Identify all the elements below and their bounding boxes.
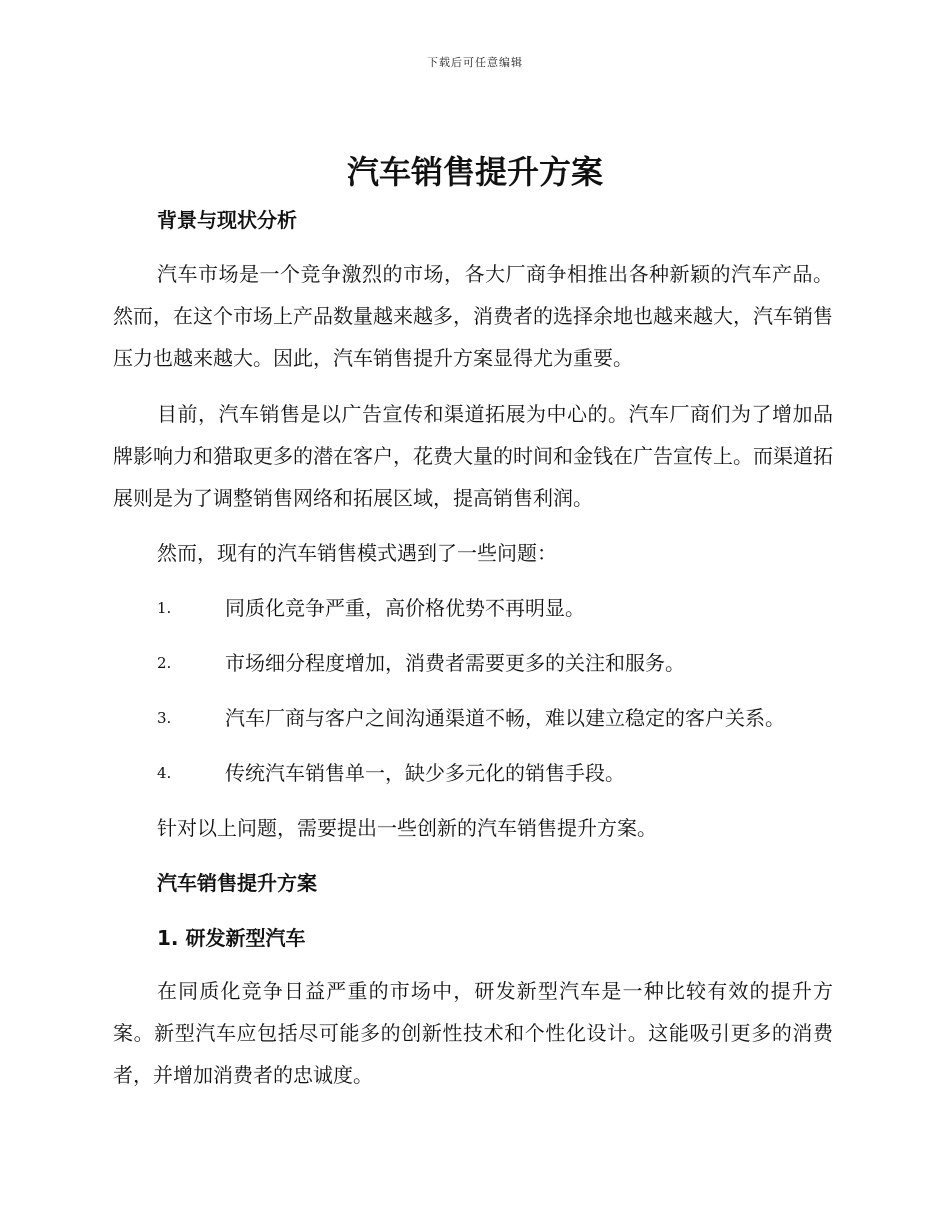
subsection-heading-new-cars: 1. 研发新型汽车	[157, 926, 306, 950]
list-text: 汽车厂商与客户之间沟通渠道不畅，难以建立稳定的客户关系。	[225, 706, 785, 730]
list-number: 2.	[157, 654, 172, 672]
paragraph-market: 汽车市场是一个竞争激烈的市场，各大厂商争相推出各种新颖的汽车产品。然而，在这个市场上产品数量越来越多，消费者的选择余地也越来越大，汽车销售压力也越来越大。因此，汽车销售提升方案显得尤为重要。	[113, 262, 833, 370]
problem-item	[157, 758, 857, 788]
list-number: 4.	[157, 764, 172, 782]
section-heading-background: 背景与现状分析	[157, 208, 297, 232]
paragraph-current-status: 目前，汽车销售是以广告宣传和渠道拓展为中心的。汽车厂商们为了增加品牌影响力和猎取更多的潜在客户，花费大量的时间和金钱在广告宣传上。而渠道拓展则是为了调整销售网络和拓展区域，提高销售利润。	[113, 402, 833, 510]
problem-item	[157, 593, 857, 623]
list-text: 传统汽车销售单一，缺少多元化的销售手段。	[225, 761, 625, 785]
list-number: 1.	[157, 599, 172, 617]
header-note: 下载后可任意编辑	[427, 56, 523, 69]
problems-conclusion: 针对以上问题，需要提出一些创新的汽车销售提升方案。	[157, 816, 657, 840]
problems-intro: 然而，现有的汽车销售模式遇到了一些问题：	[157, 541, 557, 565]
list-number: 3.	[157, 709, 172, 727]
document-title: 汽车销售提升方案	[346, 153, 603, 191]
problem-item	[157, 703, 857, 733]
problem-item	[157, 648, 857, 678]
list-text: 市场细分程度增加，消费者需要更多的关注和服务。	[225, 651, 685, 675]
paragraph-new-cars: 在同质化竞争日益严重的市场中，研发新型汽车是一种比较有效的提升方案。新型汽车应包括尽可能多的创新性技术和个性化设计。这能吸引更多的消费者，并增加消费者的忠诚度。	[113, 979, 833, 1087]
list-text: 同质化竞争严重，高价格优势不再明显。	[225, 596, 585, 620]
section-heading-plans: 汽车销售提升方案	[157, 871, 317, 895]
